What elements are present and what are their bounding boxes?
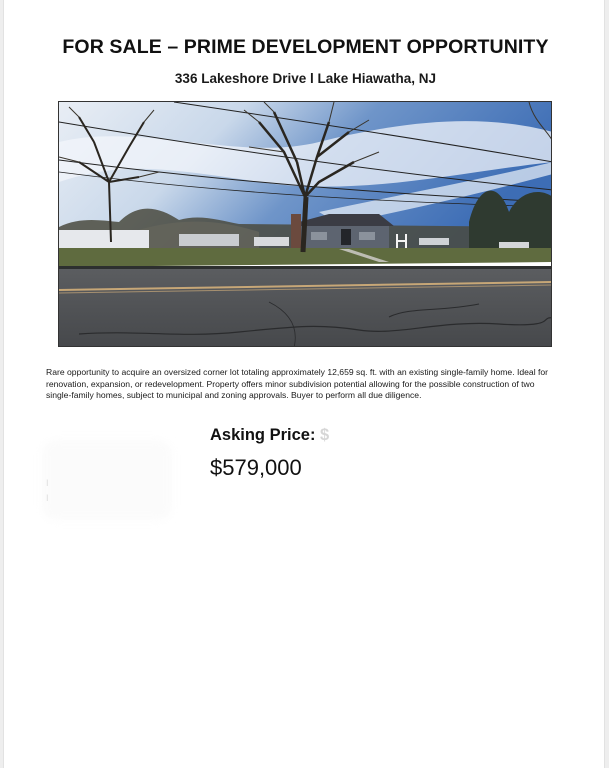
property-photo-illustration	[59, 102, 552, 347]
asking-price-value: $579,000	[210, 455, 302, 480]
flyer-page	[3, 0, 605, 768]
property-address: 336 Lakeshore Drive l Lake Hiawatha, NJ	[174, 71, 437, 86]
property-photo	[58, 101, 552, 347]
redacted-area	[42, 440, 172, 520]
property-description: Rare opportunity to acquire an oversized corner lot totaling approximately 12,659 sq. ft. with an existing single-family home. Ideal for renovation, expansion, or redevelopment. Property offers minor subdivision potential allowing for the possible construction of two single-family homes, subject to municipal and zoning approvals. Buyer to perform all due diligence.	[46, 367, 549, 400]
asking-price-label	[210, 426, 329, 445]
asking-price-faded-text: $	[315, 426, 330, 444]
flyer-title: FOR SALE – PRIME DEVELOPMENT OPPORTUNITY	[62, 36, 549, 58]
redacted-mark: I	[46, 493, 49, 503]
redacted-mark: I	[46, 478, 49, 488]
asking-price-label-text: Asking Price:	[210, 426, 316, 444]
